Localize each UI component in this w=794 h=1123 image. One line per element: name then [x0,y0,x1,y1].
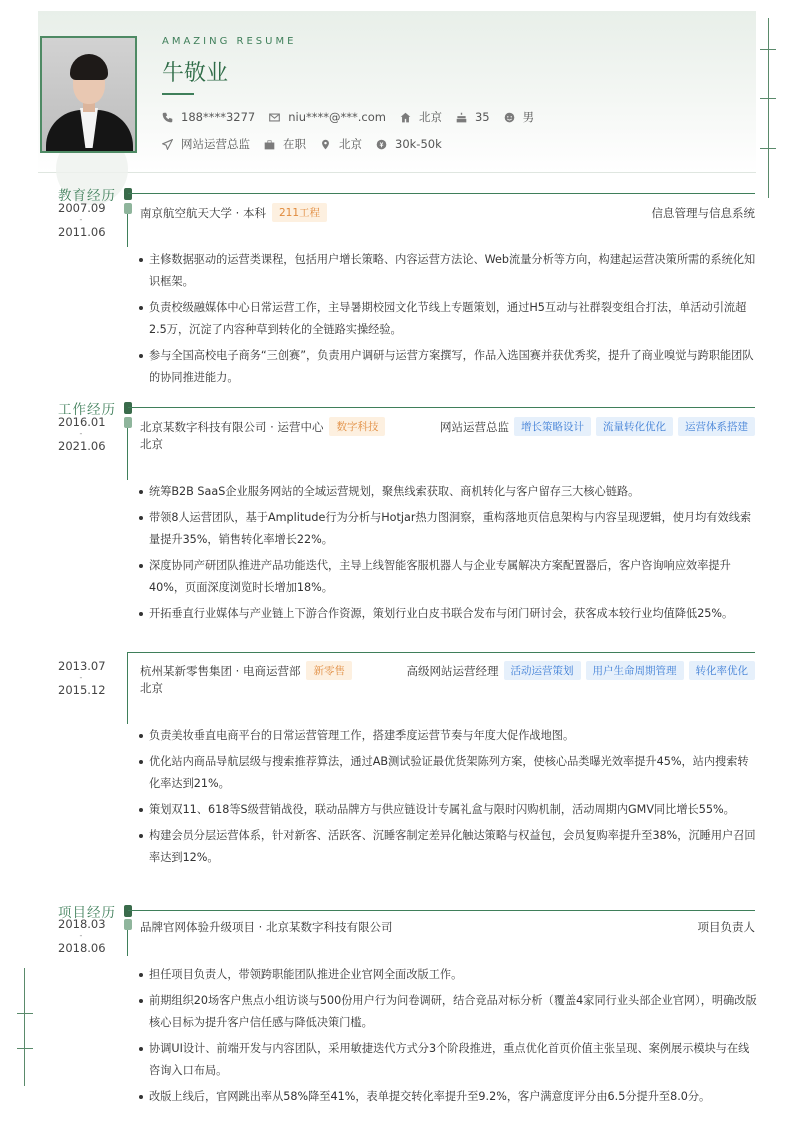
skill-tag: 运营体系搭建 [678,417,755,436]
status-item [264,136,306,152]
edu-entry-header [140,203,755,222]
work-company: 北京某数字科技有限公司 · 运营中心 [140,419,324,434]
briefcase-icon [264,139,275,150]
status-text: 在职 [283,137,306,151]
project-entry-header [140,919,755,935]
project-bullets [138,964,758,1112]
project-date: 2018.03 - 2018.06 [58,917,106,955]
section-title-projects: 项目经历 [58,905,116,921]
target-city-item [320,136,362,152]
work-entry-header [140,417,755,436]
entry-knob [124,919,132,930]
entry-bar [127,930,128,956]
money-icon [376,139,387,150]
work-city: 北京 [140,681,163,695]
decorative-tick [760,49,776,50]
section-line [128,193,755,194]
decorative-tick [760,98,776,99]
work-entry-header [140,661,755,680]
intent-row [162,136,456,152]
entry-top-line [128,652,755,653]
send-icon [162,139,173,150]
edu-school: 南京航空航天大学 · 本科 [140,205,266,220]
section-knob [124,905,132,917]
target-city-text: 北京 [339,137,362,151]
resume-header [38,11,756,173]
gender-item [504,109,535,125]
work-bullets [138,481,758,629]
home-icon [400,112,411,123]
decorative-tick [17,1048,33,1049]
list-item: 负责校级融媒体中心日常运营工作，主导暑期校园文化节线上专题策划，通过H5互动与社群裂变组合打法，单活动引流超2.5万，沉淀了内容种草到转化的全链路实操经验。 [138,297,758,341]
entry-bar [127,214,128,247]
candidate-name: 牛敬业 [162,61,229,86]
work-badge: 数字科技 [329,417,385,436]
resume-tagline: AMAZING RESUME [162,36,297,47]
list-item: 统筹B2B SaaS企业服务网站的全域运营规划，聚焦线索获取、商机转化与客户留存三大核心链路。 [138,481,758,503]
list-item: 负责美妆垂直电商平台的日常运营管理工作，搭建季度运营节奏与年度大促作战地图。 [138,725,758,747]
list-item: 开拓垂直行业媒体与产业链上下游合作资源，策划行业白皮书联合发布与闭门研讨会，获客成本较行业均值降低25%。 [138,603,758,625]
list-item: 协调UI设计、前端开发与内容团队，采用敏捷迭代方式分3个阶段推进，重点优化首页价值主张呈现、案例展示模块与在线咨询入口布局。 [138,1038,758,1082]
city-text: 北京 [418,110,442,124]
skill-tag: 流量转化优化 [596,417,673,436]
list-item: 优化站内商品导航层级与搜索推荐算法，通过AB测试验证最优货架陈列方案，使核心品类曝光效率提升45%，站内搜索转化率达到21%。 [138,751,758,795]
skill-tag: 活动运营策划 [504,661,581,680]
edu-badge: 211工程 [272,203,327,222]
decorative-line-left [24,968,25,1086]
work-company: 杭州某新零售集团 · 电商运营部 [140,663,301,678]
age-text: 35 [474,110,490,124]
list-item: 策划双11、618等S级营销战役，联动品牌方与供应链设计专属礼盒与限时闪购机制，活动周期内GMV同比增长55%。 [138,799,758,821]
mail-icon [269,112,280,123]
email-item [269,110,386,124]
phone-item [162,110,255,124]
work-date: 2016.01 - 2021.06 [58,415,106,453]
gender-icon [504,112,515,123]
project-name: 品牌官网体验升级项目 · 北京某数字科技有限公司 [140,920,393,934]
section-knob [124,188,132,200]
section-title-education: 教育经历 [58,188,116,204]
list-item: 改版上线后，官网跳出率从58%降至41%，表单提交转化率提升至9.2%，客户满意度评分由6.5分提升至8.0分。 [138,1086,758,1108]
list-item: 主修数据驱动的运营类课程，包括用户增长策略、内容运营方法论、Web流量分析等方向，构建起运营决策所需的系统化知识框架。 [138,249,758,293]
decorative-tick [17,1013,33,1014]
contact-row [162,109,548,125]
edu-date: 2007.09 - 2011.06 [58,201,106,239]
edu-bullets [138,249,758,393]
entry-bar [127,652,128,724]
email-text: niu****@***.com [288,110,386,124]
decorative-tick [760,148,776,149]
list-item: 深度协同产研团队推进产品功能迭代，主导上线智能客服机器人与企业专属解决方案配置器后，客户咨询响应效率提升40%，页面深度浏览时长增加18%。 [138,555,758,599]
city-item [400,109,442,125]
target-role-text: 网站运营总监 [181,137,250,151]
list-item: 带领8人运营团队，基于Amplitude行为分析与Hotjar热力图洞察，重构落地页信息架构与内容呈现逻辑，使月均有效线索量提升35%，销售转化率增长22%。 [138,507,758,551]
list-item: 担任项目负责人，带领跨职能团队推进企业官网全面改版工作。 [138,964,758,986]
work-bullets [138,725,758,873]
project-role: 项目负责人 [697,920,755,934]
name-underline [162,93,194,95]
work-city: 北京 [140,437,163,451]
age-item [456,110,490,124]
work-date: 2013.07 - 2015.12 [58,659,106,697]
work-role: 高级网站运营经理 [406,663,499,678]
phone-icon [162,112,173,123]
work-role: 网站运营总监 [440,419,509,434]
location-icon [320,139,331,150]
target-role-item [162,136,250,152]
skill-tag: 用户生命周期管理 [586,661,684,680]
section-title-work: 工作经历 [58,402,116,418]
list-item: 构建会员分层运营体系，针对新客、活跃客、沉睡客制定差异化触达策略与权益包，会员复购率提升至38%，沉睡用户召回率达到12%。 [138,825,758,869]
gender-text: 男 [522,110,535,124]
phone-text: 188****3277 [181,110,256,124]
list-item: 参与全国高校电子商务“三创赛”，负责用户调研与运营方案撰写，作品入选国赛并获优秀奖，提升了商业嗅觉与跨职能团队的协同推进能力。 [138,345,758,389]
skill-tag: 转化率优化 [689,661,756,680]
entry-bar [127,428,128,480]
salary-item [376,137,442,151]
entry-knob [124,417,132,428]
section-knob [124,402,132,414]
avatar-photo [40,36,137,153]
entry-knob [124,203,132,214]
cake-icon [456,112,467,123]
edu-major: 信息管理与信息系统 [651,205,755,220]
list-item: 前期组织20场客户焦点小组访谈与500份用户行为问卷调研，结合竞品对标分析（覆盖4家同行业头部企业官网），明确改版核心目标为提升客户信任感与降低决策门槛。 [138,990,758,1034]
section-line [128,910,755,911]
section-line [128,407,755,408]
skill-tag: 增长策略设计 [514,417,591,436]
decorative-line-right [768,18,769,198]
work-badge: 新零售 [306,661,352,680]
salary-text: 30k-50k [395,137,442,151]
